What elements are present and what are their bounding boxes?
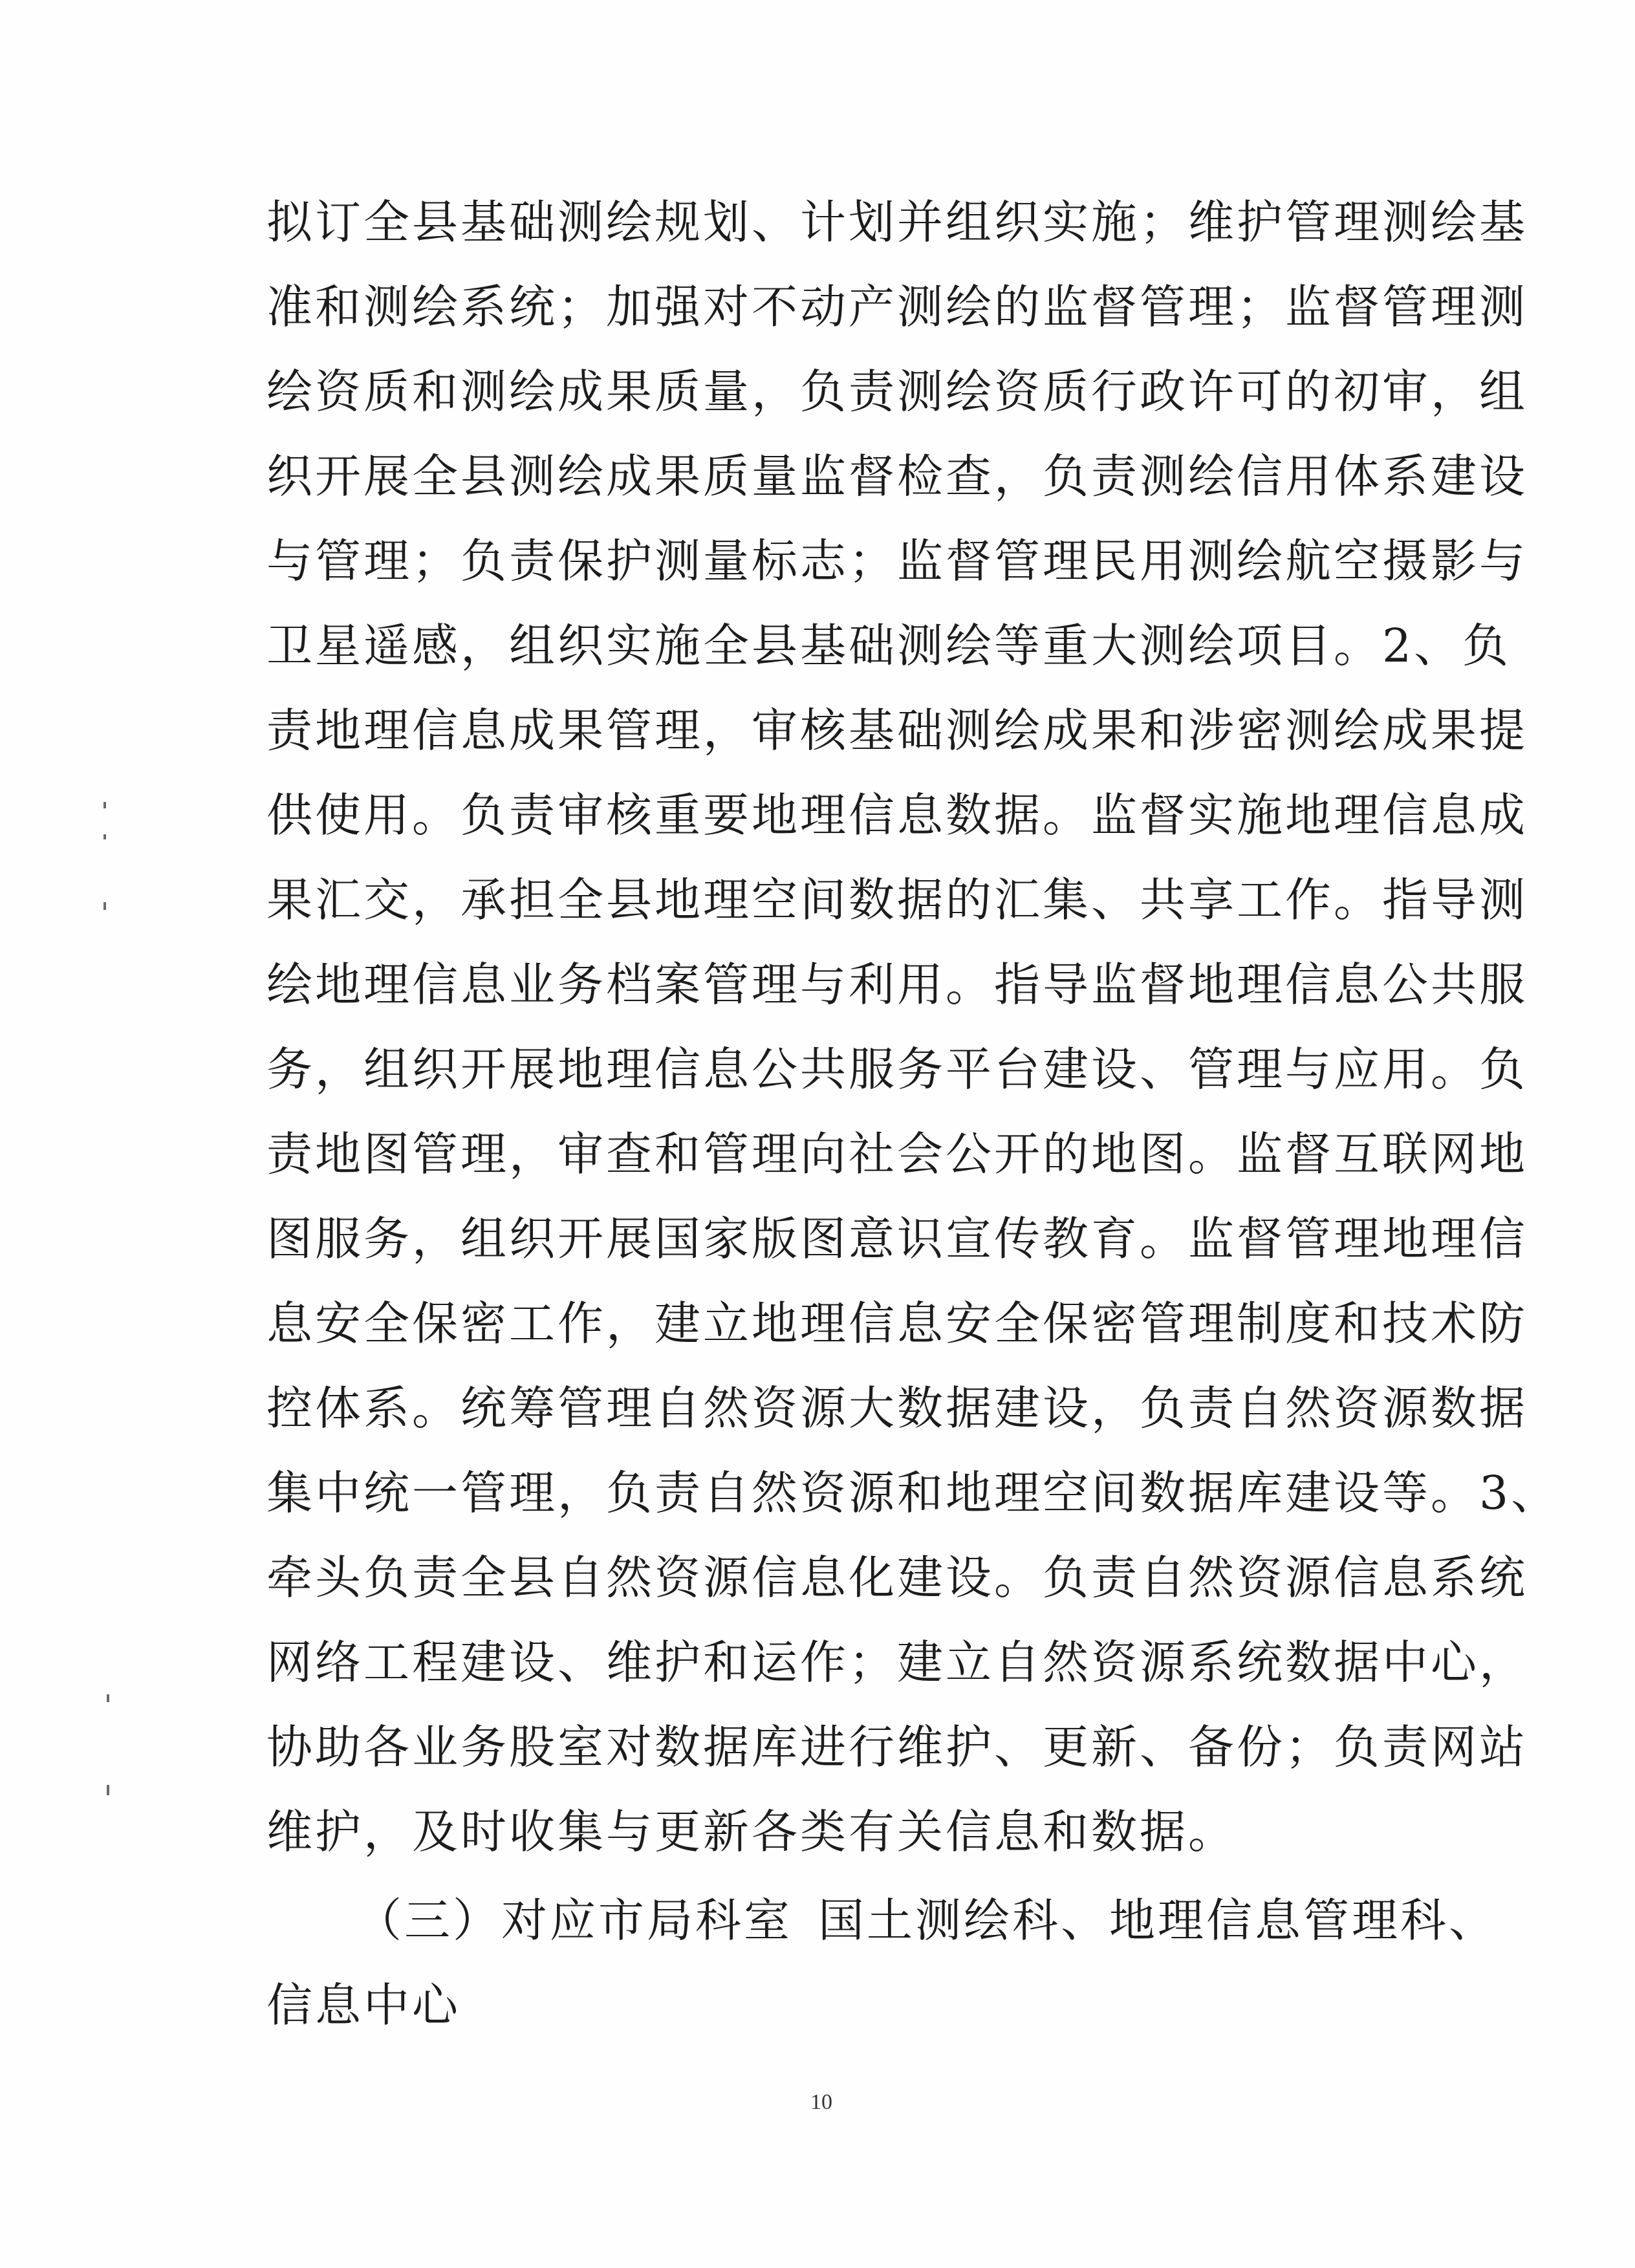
section-heading [266, 1878, 1498, 1963]
text-line: 织开展全县测绘成果质量监督检查，负责测绘信用体系建设 [266, 449, 1528, 503]
scan-artifact [107, 1694, 109, 1702]
text-line: 责地图管理，审查和管理向社会公开的地图。监督互联网地 [266, 1127, 1528, 1181]
text-line: 绘地理信息业务档案管理与利用。指导监督地理信息公共服 [266, 958, 1528, 1011]
text-line: 网络工程建设、维护和运作；建立自然资源系统数据中心， [266, 1636, 1528, 1689]
body-text [266, 180, 1560, 2047]
section-heading-continuation: 信息中心 [266, 1978, 461, 2032]
scan-artifact [103, 802, 106, 808]
scan-artifact [103, 834, 106, 839]
text-line: 集中统一管理，负责自然资源和地理空间数据库建设等。3、 [266, 1466, 1560, 1520]
text-line: 供使用。负责审核重要地理信息数据。监督实施地理信息成 [266, 788, 1528, 842]
text-line: 拟订全县基础测绘规划、计划并组织实施；维护管理测绘基 [266, 195, 1528, 249]
text-line: 绘资质和测绘成果质量，负责测绘资质行政许可的初审，组 [266, 365, 1528, 418]
section-heading-label: （三）对应市局科室 [356, 1894, 793, 1947]
text-line: 维护，及时收集与更新各类有关信息和数据。 [266, 1805, 1237, 1859]
page-number: 10 [810, 2090, 832, 2114]
scan-artifact [103, 902, 106, 910]
text-line: 与管理；负责保护测量标志；监督管理民用测绘航空摄影与 [266, 534, 1528, 588]
scan-artifact [107, 1785, 109, 1795]
text-line: 准和测绘系统；加强对不动产测绘的监督管理；监督管理测 [266, 280, 1528, 334]
text-line: 息安全保密工作，建立地理信息安全保密管理制度和技术防 [266, 1297, 1528, 1350]
text-line: 协助各业务股室对数据库进行维护、更新、备份；负责网站 [266, 1720, 1528, 1774]
text-line: 责地理信息成果管理，审核基础测绘成果和涉密测绘成果提 [266, 704, 1528, 757]
section-heading-value: 国土测绘科、地理信息管理科、 [818, 1894, 1498, 1947]
text-line: 图服务，组织开展国家版图意识宣传教育。监督管理地理信 [266, 1212, 1528, 1266]
text-line: 卫星遥感，组织实施全县基础测绘等重大测绘项目。2、负 [266, 619, 1511, 673]
text-line: 控体系。统筹管理自然资源大数据建设，负责自然资源数据 [266, 1381, 1528, 1435]
text-line: 果汇交，承担全县地理空间数据的汇集、共享工作。指导测 [266, 873, 1528, 927]
text-line: 务，组织开展地理信息公共服务平台建设、管理与应用。负 [266, 1042, 1528, 1096]
text-line: 牵头负责全县自然资源信息化建设。负责自然资源信息系统 [266, 1551, 1528, 1604]
